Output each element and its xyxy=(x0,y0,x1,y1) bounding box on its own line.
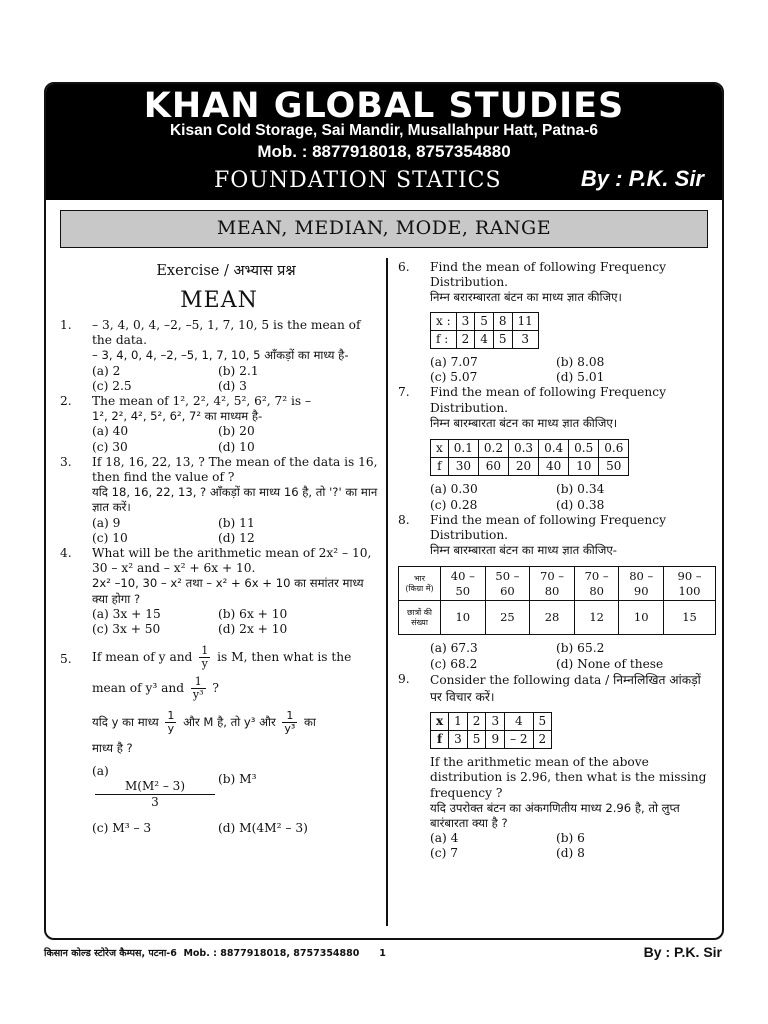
question-2 xyxy=(58,394,380,455)
frequency-table xyxy=(430,439,629,476)
table-cell: 5 xyxy=(467,731,486,749)
option-b[interactable]: (b) 11 xyxy=(218,515,255,530)
table-cell: 5 xyxy=(533,712,552,730)
table-cell: 50 xyxy=(599,458,629,476)
option-b[interactable]: (b) 6x + 10 xyxy=(218,606,288,621)
course-title: FOUNDATION STATICS xyxy=(214,168,502,193)
option-a[interactable]: (a) 7.07 xyxy=(430,355,478,370)
option-b[interactable]: (b) 0.34 xyxy=(556,482,605,497)
option-c[interactable]: (c) 0.28 xyxy=(430,497,478,512)
option-a[interactable]: (a) 0.30 xyxy=(430,482,478,497)
option-d[interactable]: (d) 8 xyxy=(556,846,585,861)
answer-options xyxy=(92,763,380,837)
question-text-hindi: यदि 18, 16, 22, 13, ? आँकड़ों का माध्य 16 है, तो '?' का मान ज्ञात करें। xyxy=(92,485,378,515)
table-cell: 3 xyxy=(449,731,468,749)
question-text-hindi: निम्न बरारम्बारता बंटन का माध्य ज्ञात कीजिए। xyxy=(430,290,622,305)
table-cell: 70 – 80 xyxy=(530,567,575,601)
answer-options xyxy=(92,364,380,394)
option-b[interactable]: (b) 8.08 xyxy=(556,355,605,370)
answer-options xyxy=(430,831,716,861)
topic-title: MEAN, MEDIAN, MODE, RANGE xyxy=(60,210,708,248)
question-text: The mean of 1², 2², 4², 5², 6², 7² is – xyxy=(92,394,312,409)
option-c[interactable]: (c) 10 xyxy=(92,530,128,545)
option-d[interactable]: (d) 3 xyxy=(218,378,247,393)
table-header-cell: f xyxy=(431,458,449,476)
option-d[interactable]: (d) M(4M² – 3) xyxy=(218,821,308,836)
table-cell: 8 xyxy=(493,312,512,330)
footer-author: By : P.K. Sir xyxy=(643,944,722,960)
table-cell: 0.1 xyxy=(448,440,478,458)
question-text-hindi: यदि y का माध्य $\frac{1}{y}$ और M है, तो y³ और $\frac{1}{\text{y³}}$ का xyxy=(92,709,316,736)
exercise-heading: Exercise / अभ्यास प्रश्न xyxy=(156,263,296,279)
question-text: What will be the arithmetic mean of 2x² – 10, 30 – x² and – x² + 6x + 10. xyxy=(92,546,372,576)
table-cell: 4 xyxy=(505,712,533,730)
question-number: 8. xyxy=(398,512,410,527)
table-header-cell: x : xyxy=(431,312,457,330)
option-a[interactable]: (a) 3x + 15 xyxy=(92,606,161,621)
table-cell: 80 – 90 xyxy=(619,567,664,601)
table-cell: 0.2 xyxy=(478,440,508,458)
table-cell: 40 – 50 xyxy=(441,567,486,601)
weight-frequency-table xyxy=(398,566,716,635)
table-header-cell: f xyxy=(431,731,449,749)
option-b[interactable]: (b) 20 xyxy=(218,424,255,439)
table-cell: 3 xyxy=(486,712,505,730)
table-cell: 1 xyxy=(449,712,468,730)
fraction: $\frac{1}{\text{y³}}$ xyxy=(284,709,296,736)
table-row xyxy=(431,458,629,476)
answer-options xyxy=(92,424,380,454)
question-text: If mean of y and $\frac{1}{y}$ is M, then what is the xyxy=(92,644,352,671)
question-number: 4. xyxy=(60,546,72,561)
table-cell: 4 xyxy=(475,330,494,348)
footer-address: किसान कोल्ड स्टोरेज कैम्पस, पटना-6 Mob. : 8877918018, 8757354880 1 xyxy=(44,948,386,959)
table-cell: 0.3 xyxy=(508,440,538,458)
table-cell: 50 – 60 xyxy=(485,567,530,601)
table-cell: 0.6 xyxy=(599,440,629,458)
table-row xyxy=(431,312,539,330)
table-cell: 5 xyxy=(475,312,494,330)
table-cell: 9 xyxy=(486,731,505,749)
fraction: $\frac{1}{\text{y³}}$ xyxy=(192,675,204,702)
question-text: Find the mean of following Frequency Distribution. xyxy=(430,260,666,290)
table-cell: 28 xyxy=(530,601,575,635)
fraction: $\frac{1}{y}$ xyxy=(167,709,175,736)
table-cell: 60 xyxy=(478,458,508,476)
option-a[interactable]: (a) 2 xyxy=(92,363,121,378)
question-text-hindi: 2x² –10, 30 – x² तथा – x² + 6x + 10 का समांतर माध्य क्या होगा ? xyxy=(92,576,364,606)
question-text: – 3, 4, 0, 4, –2, –5, 1, 7, 10, 5 is the mean of the data. xyxy=(92,318,361,348)
table-cell: 10 xyxy=(619,601,664,635)
question-number: 3. xyxy=(60,454,72,469)
question-number: 2. xyxy=(60,394,72,409)
question-text-hindi: यदि उपरोक्त बंटन का अंकगणितीय माध्य 2.96 है, तो लुप्त बारंबारता क्या है ? xyxy=(430,800,680,831)
answer-options xyxy=(92,516,380,546)
option-b[interactable]: (b) 65.2 xyxy=(556,641,605,656)
answer-options xyxy=(430,641,716,671)
table-header-cell: छात्रों की संख्या xyxy=(399,601,441,635)
table-cell: 0.5 xyxy=(569,440,599,458)
question-9 xyxy=(396,672,716,862)
table-cell: 25 xyxy=(485,601,530,635)
table-row xyxy=(431,330,539,348)
question-1 xyxy=(58,318,380,394)
option-c[interactable]: (c) 5.07 xyxy=(430,370,478,385)
table-cell: 3 xyxy=(512,330,538,348)
column-divider xyxy=(386,258,388,926)
table-cell: – 2 xyxy=(505,731,533,749)
answer-options xyxy=(430,355,716,385)
table-cell: 90 – 100 xyxy=(664,567,716,601)
option-a[interactable]: (a) 67.3 xyxy=(430,641,478,656)
table-cell: 20 xyxy=(508,458,538,476)
table-cell: 12 xyxy=(574,601,619,635)
question-8 xyxy=(396,513,716,672)
table-cell: 11 xyxy=(512,312,538,330)
left-column xyxy=(58,260,380,837)
option-c[interactable]: (c) 3x + 50 xyxy=(92,622,161,637)
table-cell: 3 xyxy=(456,312,475,330)
option-d[interactable]: (d) 10 xyxy=(218,439,255,454)
right-column xyxy=(396,260,716,862)
table-cell: 30 xyxy=(448,458,478,476)
option-a[interactable]: (a) 40 xyxy=(92,424,129,439)
question-number: 1. xyxy=(60,318,72,332)
option-b[interactable]: (b) 2.1 xyxy=(218,363,259,378)
option-c[interactable]: (c) 7 xyxy=(430,846,458,861)
question-text-hindi: 1², 2², 4², 5², 6², 7² का माध्यम है- xyxy=(92,409,263,424)
question-text: If 18, 16, 22, 13, ? The mean of the data is 16, then find the value of ? xyxy=(92,454,378,485)
option-c[interactable]: (c) 2.5 xyxy=(92,378,132,393)
question-number: 6. xyxy=(398,260,410,274)
question-4 xyxy=(58,546,380,637)
table-cell: 2 xyxy=(467,712,486,730)
question-6 xyxy=(396,260,716,385)
option-d[interactable]: (d) 12 xyxy=(218,530,255,545)
option-a[interactable]: (a) 4 xyxy=(430,831,459,846)
table-cell: 0.4 xyxy=(539,440,569,458)
table-header-cell: x xyxy=(431,440,449,458)
header-banner xyxy=(46,84,722,200)
question-7 xyxy=(396,385,716,512)
question-text-hindi: निम्न बारम्बारता बंटन का माध्य ज्ञात कीजिए- xyxy=(430,543,617,558)
option-c[interactable]: (c) 30 xyxy=(92,439,128,454)
question-text-hindi: – 3, 4, 0, 4, –2, –5, 1, 7, 10, 5 आँकड़ों का माध्य है- xyxy=(92,348,349,363)
question-text-hindi-cont: माध्य है ? xyxy=(92,741,133,756)
option-a[interactable]: (a) 9 xyxy=(92,515,121,530)
table-header-cell: x xyxy=(431,712,449,730)
question-5 xyxy=(58,643,380,837)
table-header-cell: f : xyxy=(431,330,457,348)
table-cell: 2 xyxy=(456,330,475,348)
author-label: By : P.K. Sir xyxy=(580,166,704,191)
option-c[interactable]: (c) 68.2 xyxy=(430,656,478,671)
option-c[interactable]: (c) M³ – 3 xyxy=(92,821,152,836)
brand-mobile: Mob. : 8877918018, 8757354880 xyxy=(257,142,511,161)
table-cell: 2 xyxy=(533,731,552,749)
question-number: 5. xyxy=(60,652,72,667)
table-cell: 10 xyxy=(441,601,486,635)
option-a[interactable]: (a) M(M² – 3) 3 xyxy=(92,763,218,810)
brand-address: Kisan Cold Storage, Sai Mandir, Musallahpur Hatt, Patna-6 xyxy=(169,122,599,139)
question-text-cont: If the arithmetic mean of the above distribution is 2.96, then what is the missing frequency ? xyxy=(430,755,707,800)
table-cell: 15 xyxy=(664,601,716,635)
table-header-cell: भार (किग्रा में) xyxy=(399,567,441,601)
answer-options xyxy=(92,607,380,637)
worksheet-page xyxy=(44,82,724,940)
answer-options xyxy=(430,482,716,512)
table-cell: 5 xyxy=(493,330,512,348)
table-row xyxy=(431,712,552,730)
fraction: $\frac{1}{y}$ xyxy=(201,644,209,671)
brand-title: KHAN GLOBAL STUDIES xyxy=(143,86,625,126)
question-number: 9. xyxy=(398,671,410,686)
table-cell: 10 xyxy=(569,458,599,476)
question-text-hindi: निम्न बारम्बारता बंटन का माध्य ज्ञात कीजिए। xyxy=(430,415,618,430)
table-cell: 40 xyxy=(539,458,569,476)
table-row xyxy=(399,567,716,601)
table-row xyxy=(399,601,716,635)
question-text: Find the mean of following Frequency Distribution. xyxy=(430,385,666,415)
option-b[interactable]: (b) M³ xyxy=(218,772,257,787)
option-d[interactable]: (d) 5.01 xyxy=(556,370,605,385)
option-d[interactable]: (d) 0.38 xyxy=(556,497,605,512)
question-text-cont: mean of y³ and $\frac{1}{\text{y³}}$ ? xyxy=(92,675,219,702)
table-row xyxy=(431,440,629,458)
option-d[interactable]: (d) None of these xyxy=(556,656,664,671)
table-cell: 70 – 80 xyxy=(574,567,619,601)
frequency-table xyxy=(430,712,552,749)
question-number: 7. xyxy=(398,385,410,400)
question-3 xyxy=(58,455,380,546)
section-heading: MEAN xyxy=(180,288,258,313)
question-text: Consider the following data / निम्नलिखित आंकड़ों पर विचार करें। xyxy=(430,672,701,704)
question-text: Find the mean of following Frequency Distribution. xyxy=(430,512,666,543)
option-d[interactable]: (d) 2x + 10 xyxy=(218,622,288,637)
option-b[interactable]: (b) 6 xyxy=(556,831,585,846)
table-row xyxy=(431,731,552,749)
frequency-table xyxy=(430,312,539,349)
